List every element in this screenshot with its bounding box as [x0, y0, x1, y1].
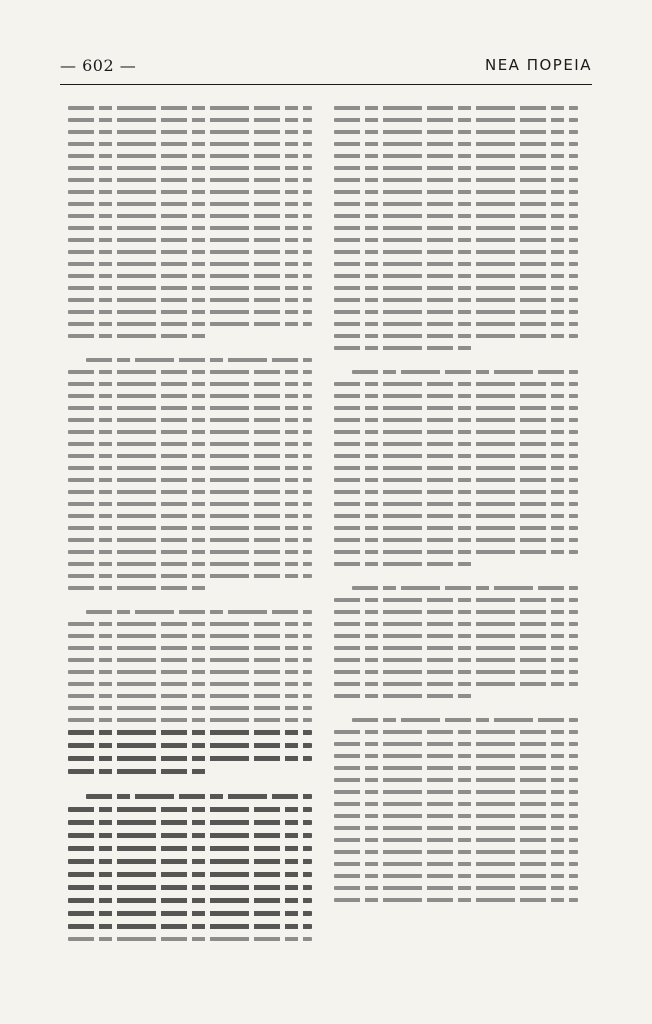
text-line	[334, 766, 578, 770]
text-line	[68, 682, 312, 686]
text-line	[68, 202, 312, 206]
text-line	[334, 658, 578, 662]
text-line	[334, 154, 578, 158]
text-line	[334, 682, 578, 686]
text-line	[334, 742, 578, 746]
text-line	[334, 430, 578, 434]
text-line	[334, 898, 578, 902]
text-column-right	[334, 98, 578, 998]
text-line	[68, 937, 312, 941]
text-line	[334, 802, 578, 806]
text-line	[334, 274, 578, 278]
text-line	[68, 118, 312, 122]
text-line	[68, 322, 312, 326]
paragraph-gap	[68, 780, 312, 786]
text-line	[68, 454, 312, 458]
paragraph-gap	[68, 344, 312, 350]
text-line	[334, 838, 578, 842]
text-line	[334, 622, 578, 626]
text-line	[334, 490, 578, 494]
text-line	[334, 346, 476, 350]
text-line	[68, 586, 210, 590]
text-line	[68, 442, 312, 446]
text-line	[68, 166, 312, 170]
text-line	[334, 142, 578, 146]
text-line	[68, 718, 312, 722]
text-line	[68, 490, 312, 494]
text-line	[334, 106, 578, 110]
text-line	[68, 262, 312, 266]
text-line	[334, 298, 578, 302]
text-line	[68, 238, 312, 242]
paragraph-gap	[68, 596, 312, 602]
text-line	[334, 454, 578, 458]
text-line	[68, 807, 312, 812]
text-line	[334, 334, 578, 338]
text-line	[68, 730, 312, 735]
text-line	[334, 322, 578, 326]
text-line	[68, 898, 312, 903]
text-line	[68, 406, 312, 410]
text-line	[68, 106, 312, 110]
text-line	[68, 833, 312, 838]
text-line	[334, 118, 578, 122]
text-line	[86, 358, 312, 362]
text-line	[68, 562, 312, 566]
text-line	[334, 466, 578, 470]
text-line	[334, 250, 578, 254]
text-line	[68, 178, 312, 182]
text-line	[334, 190, 578, 194]
text-line	[334, 634, 578, 638]
text-line	[334, 778, 578, 782]
text-line	[334, 862, 578, 866]
text-line	[334, 610, 578, 614]
text-line	[334, 550, 578, 554]
text-line	[68, 872, 312, 877]
text-line	[68, 646, 312, 650]
text-line	[334, 826, 578, 830]
text-line	[68, 154, 312, 158]
text-line	[68, 142, 312, 146]
text-line	[68, 382, 312, 386]
text-line	[68, 286, 312, 290]
text-line	[68, 274, 312, 278]
text-line	[68, 526, 312, 530]
text-line	[86, 794, 312, 799]
text-line	[68, 820, 312, 825]
text-line	[334, 694, 476, 698]
text-line	[68, 370, 312, 374]
text-line	[68, 466, 312, 470]
text-line	[334, 526, 578, 530]
text-line	[334, 178, 578, 182]
text-line	[334, 646, 578, 650]
text-line	[68, 706, 312, 710]
text-line	[68, 250, 312, 254]
header-rule	[60, 84, 592, 85]
text-line	[352, 586, 578, 590]
text-line	[334, 394, 578, 398]
text-line	[68, 846, 312, 851]
text-line	[68, 478, 312, 482]
text-line	[68, 622, 312, 626]
text-line	[68, 394, 312, 398]
running-head: ΝΕΑ ΠΟΡΕΙΑ	[484, 56, 592, 74]
text-line	[68, 769, 210, 774]
text-line	[68, 574, 312, 578]
text-column-left	[68, 98, 312, 998]
text-line	[334, 874, 578, 878]
text-line	[334, 202, 578, 206]
text-line	[68, 550, 312, 554]
text-line	[68, 334, 210, 338]
text-line	[334, 310, 578, 314]
text-line	[68, 430, 312, 434]
text-line	[334, 238, 578, 242]
text-line	[68, 911, 312, 916]
text-line	[334, 166, 578, 170]
text-line	[334, 442, 578, 446]
text-line	[68, 859, 312, 864]
text-line	[68, 298, 312, 302]
text-line	[68, 418, 312, 422]
text-line	[68, 694, 312, 698]
text-line	[352, 370, 578, 374]
text-line	[68, 310, 312, 314]
text-line	[68, 634, 312, 638]
text-line	[334, 598, 578, 602]
text-line	[334, 754, 578, 758]
text-line	[334, 814, 578, 818]
text-line	[86, 610, 312, 614]
text-line	[334, 130, 578, 134]
text-line	[68, 502, 312, 506]
text-line	[334, 478, 578, 482]
text-line	[68, 226, 312, 230]
text-line	[334, 502, 578, 506]
text-line	[68, 514, 312, 518]
page-number: — 602 —	[60, 56, 137, 75]
text-line	[334, 418, 578, 422]
paragraph-gap	[334, 572, 578, 578]
text-line	[352, 718, 578, 722]
text-line	[68, 214, 312, 218]
text-line	[334, 286, 578, 290]
text-line	[334, 562, 476, 566]
text-line	[334, 382, 578, 386]
text-line	[334, 886, 578, 890]
text-line	[334, 538, 578, 542]
text-line	[334, 262, 578, 266]
text-line	[334, 514, 578, 518]
text-line	[68, 190, 312, 194]
paragraph-gap	[334, 356, 578, 362]
text-line	[68, 130, 312, 134]
text-line	[68, 658, 312, 662]
text-line	[68, 924, 312, 929]
text-line	[334, 670, 578, 674]
text-line	[68, 538, 312, 542]
text-line	[334, 850, 578, 854]
page-header	[60, 56, 592, 84]
text-line	[68, 743, 312, 748]
text-line	[68, 756, 312, 761]
text-line	[334, 214, 578, 218]
text-line	[334, 406, 578, 410]
text-line	[68, 670, 312, 674]
text-line	[334, 790, 578, 794]
text-line	[334, 730, 578, 734]
paragraph-gap	[334, 704, 578, 710]
text-line	[68, 885, 312, 890]
text-line	[334, 226, 578, 230]
